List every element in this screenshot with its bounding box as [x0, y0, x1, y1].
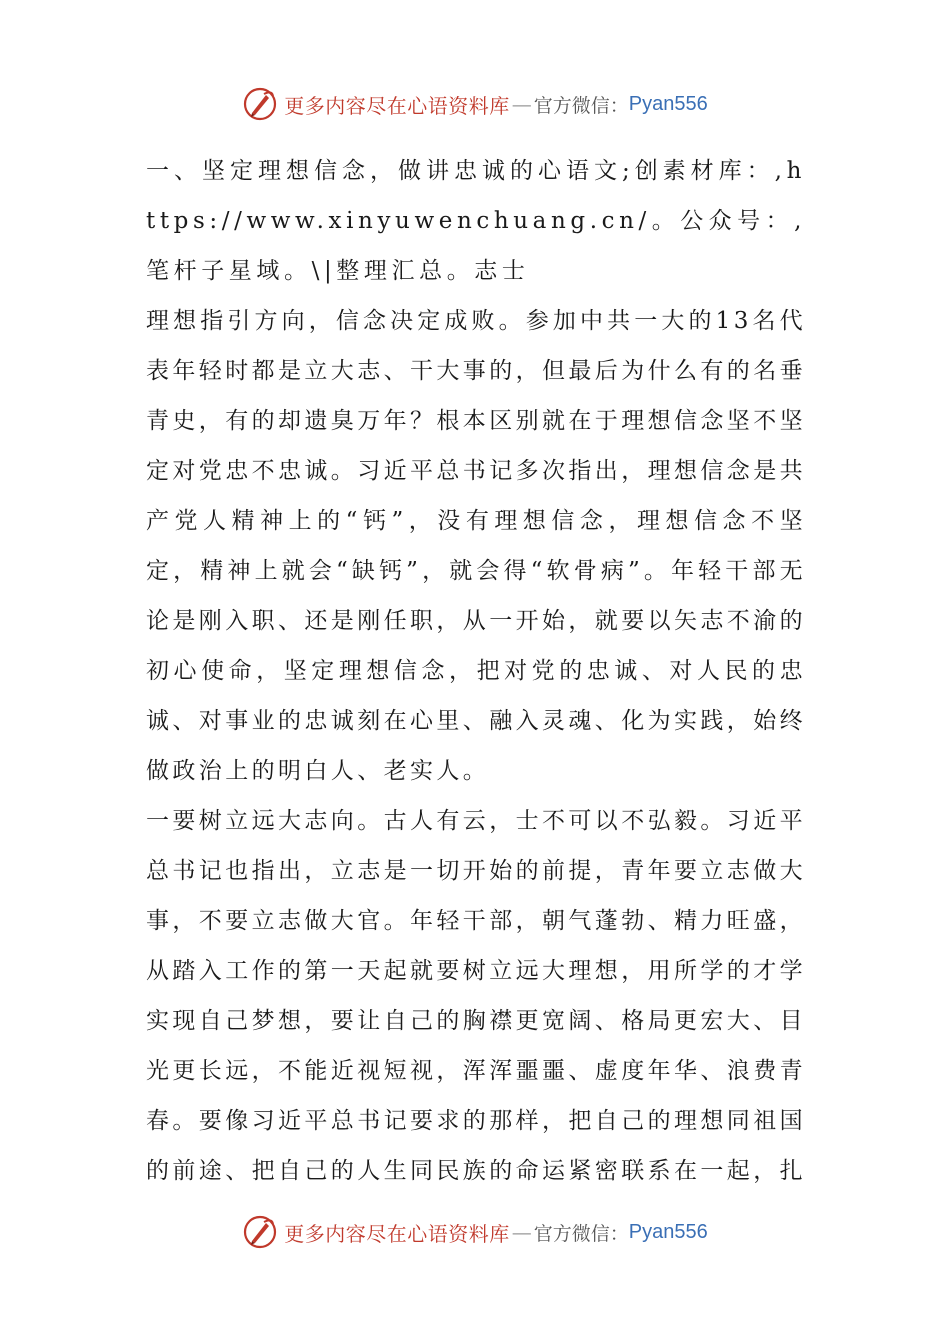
pen-quill-logo-icon: [242, 1214, 278, 1250]
banner-official-label: 官方微信：: [533, 1222, 629, 1245]
paragraph-heading: 一、坚定理想信念，做讲忠诚的心语文;创素材库：,https://www.xinyuwenchuang.cn/。公众号：,笔杆子星域。\|整理汇总。志士: [146, 158, 806, 284]
banner-dash: —: [511, 1220, 532, 1244]
banner-wechat-id: Pyan556: [628, 92, 708, 115]
banner-brand-text: 更多内容尽在心语资料库: [284, 1221, 510, 1246]
header-banner: [0, 84, 950, 124]
paragraph-body: 理想指引方向，信念决定成败。参加中共一大的13名代表年轻时都是立大志、干大事的，但最后为什么有的名垂青史，有的却遗臭万年？根本区别就在于理想信念坚不坚定对党忠不忠诚。习近平总书记多次指出，理想信念是共产党人精神上的“钙”，没有理想信念，理想信念不坚定，精神上就会“缺钙”，就会得“软骨病”。年轻干部无论是刚入职、还是刚任职，从一开始，就要以矢志不渝的初心使命，坚定理想信念，把对党的忠诚、对人民的忠诚、对事业的忠诚刻在心里、融入灵魂、化为实践，始终做政治上的明白人、老实人。: [146, 308, 806, 784]
document-body: [146, 146, 806, 1196]
banner-wechat-id: Pyan556: [628, 1220, 708, 1243]
footer-banner: [0, 1212, 950, 1252]
pen-quill-logo-icon: [242, 86, 278, 122]
banner-official-label: 官方微信：: [533, 94, 629, 117]
paragraph-body: 一要树立远大志向。古人有云，士不可以不弘毅。习近平总书记也指出，立志是一切开始的前提，青年要立志做大事，不要立志做大官。年轻干部，朝气蓬勃、精力旺盛，从踏入工作的第一天起就要树立远大理想，用所学的才学实现自己梦想，要让自己的胸襟更宽阔、格局更宏大、目光更长远，不能近视短视，浑浑噩噩、虚度年华、浪费青春。要像习近平总书记要求的那样，把自己的理想同祖国的前途、把自己的人生同民族的命运紧密联系在一起，扎: [146, 808, 806, 1184]
banner-dash: —: [511, 92, 532, 116]
banner-brand-text: 更多内容尽在心语资料库: [284, 93, 510, 118]
